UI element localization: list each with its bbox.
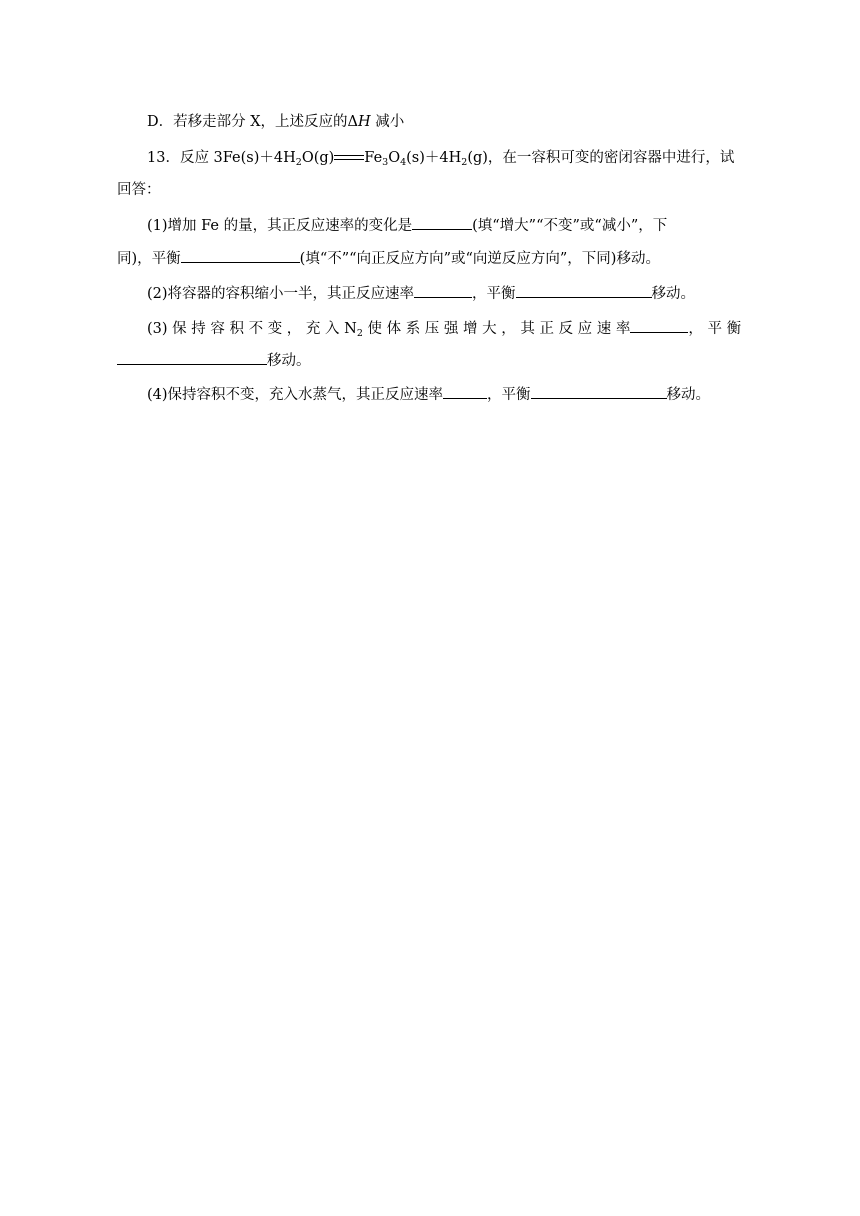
answer-blank-7[interactable] (443, 384, 487, 399)
part-3-line-1: (3) 保 持 容 积 不 变 ， 充 入 $N_2$ 使 体 系 压 强 增 大 ， 其 正 反 应 速 率 ， 平 衡 (147, 318, 734, 339)
question-13-stem-cont: 回答： (117, 182, 161, 198)
equilibrium-arrow (334, 152, 364, 164)
answer-blank-2[interactable] (181, 248, 300, 263)
option-d (147, 112, 404, 132)
part-1-line-1: (1)增加 Fe 的量，其正反应速率的变化是 (填“增大”“不变”或“减小”，下 (147, 215, 667, 236)
part-3-line-2: 移动。 (117, 350, 311, 371)
answer-blank-5[interactable] (630, 318, 688, 333)
answer-blank-4[interactable] (516, 283, 652, 298)
answer-blank-6[interactable] (117, 350, 267, 365)
part-1-line-2: 同)，平衡 (填“不”“向正反应方向”或“向逆反应方向”，下同)移动。 (117, 248, 660, 269)
enthalpy-symbol: H (358, 114, 371, 130)
option-d-text: D．若移走部分 X，上述反应的Δ (147, 114, 359, 130)
question-13-stem: 13．反应 $3Fe(s)+4H_2O(g)$ $Fe_3O_4(s)+4H_2(g)$，在一容积可变的密闭容器中进行，试 (147, 150, 735, 168)
option-d-tail: 减小 (370, 114, 405, 130)
part-4: (4)保持容积不变，充入水蒸气，其正反应速率 ，平衡 移动。 (147, 384, 710, 405)
part-2: (2)将容器的容积缩小一半，其正反应速率 ，平衡 移动。 (147, 283, 695, 304)
answer-blank-3[interactable] (414, 283, 472, 298)
answer-blank-1[interactable] (412, 215, 472, 230)
answer-blank-8[interactable] (531, 384, 667, 399)
